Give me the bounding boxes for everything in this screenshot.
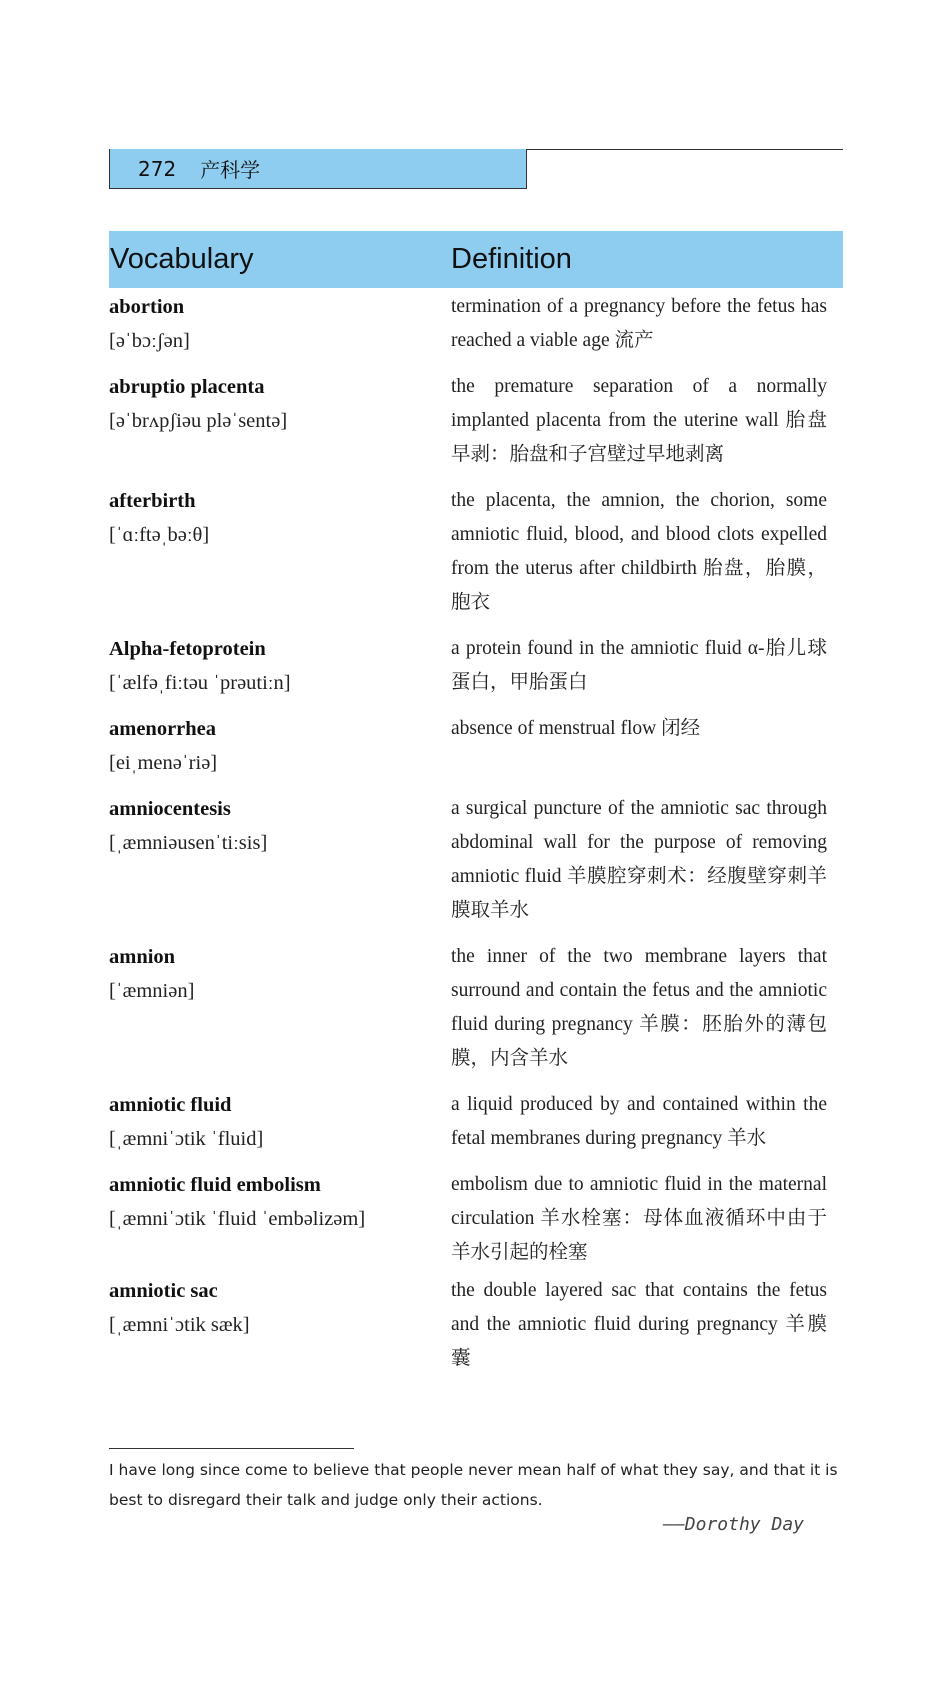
page-header [109, 149, 527, 189]
quote-author: ——Dorothy Day [663, 1514, 804, 1535]
footnote-rule [109, 1448, 354, 1449]
vocabulary-list [109, 290, 843, 1376]
chapter-title: 产科学 [200, 158, 261, 182]
definition: embolism due to amniotic fluid in the maternal circulation 羊水栓塞：母体血液循环中由于羊水引起的栓塞 [451, 1174, 827, 1263]
term: abruptio placenta [109, 376, 265, 398]
pronunciation: [ˌæmniəusenˈtiːsis] [109, 832, 268, 854]
vocabulary-table-header [109, 231, 843, 288]
term: amniotic sac [109, 1280, 218, 1302]
term: amenorrhea [109, 718, 217, 740]
vocabulary-entry [109, 290, 843, 358]
term-column [109, 632, 439, 700]
pronunciation: [əˈbrʌpʃiəu pləˈsentə] [109, 410, 288, 432]
term: afterbirth [109, 490, 196, 512]
term: amniotic fluid [109, 1094, 232, 1116]
term-column [109, 484, 439, 552]
term-column [109, 940, 439, 1008]
pronunciation: [ˌæmniˈɔtik sæk] [109, 1314, 250, 1336]
term: Alpha-fetoprotein [109, 638, 266, 660]
term-column [109, 792, 439, 860]
vocabulary-entry [109, 632, 843, 700]
term-column [109, 712, 439, 780]
vocabulary-entry [109, 712, 843, 780]
column-header-vocabulary: Vocabulary [110, 243, 254, 275]
term: amniotic fluid embolism [109, 1174, 321, 1196]
definition: the inner of the two membrane layers that surround and contain the fetus and the amniotic fluid during pregnancy 羊膜：胚胎外的薄包膜，内含羊水 [451, 946, 827, 1069]
definition: a protein found in the amniotic fluid α-胎儿球蛋白，甲胎蛋白 [451, 638, 827, 693]
definition: a surgical puncture of the amniotic sac through abdominal wall for the purpose of removing amniotic fluid 羊膜腔穿刺术：经腹壁穿刺羊膜取羊水 [451, 798, 827, 921]
footnote-quote: I have long since come to believe that people never mean half of what they say, and that it is best to disregard their talk and judge only their actions. [109, 1461, 838, 1509]
vocabulary-entry [109, 1088, 843, 1156]
column-header-definition: Definition [451, 243, 572, 275]
term: abortion [109, 296, 185, 318]
term-column [109, 1088, 439, 1156]
vocabulary-entry [109, 1274, 843, 1376]
page-number: 272 [138, 156, 177, 181]
vocabulary-entry [109, 1168, 843, 1270]
term-column [109, 370, 439, 438]
term-column [109, 1274, 439, 1342]
definition: termination of a pregnancy before the fetus has reached a viable age 流产 [451, 296, 827, 351]
vocabulary-entry [109, 370, 843, 472]
pronunciation: [ˌæmniˈɔtik ˈfluid ˈembəlizəm] [109, 1208, 366, 1230]
term-column [109, 290, 439, 358]
definition: a liquid produced by and contained within the fetal membranes during pregnancy 羊水 [451, 1094, 827, 1149]
vocabulary-entry [109, 484, 843, 620]
pronunciation: [əˈbɔːʃən] [109, 330, 190, 352]
term: amniocentesis [109, 798, 231, 820]
term-column [109, 1168, 409, 1236]
pronunciation: [eiˌmenəˈriə] [109, 752, 218, 774]
definition: the premature separation of a normally implanted placenta from the uterine wall 胎盘早剥：胎盘和子宫壁过早地剥离 [451, 376, 827, 465]
pronunciation: [ˈælfəˌfiːtəu ˈprəutiːn] [109, 672, 291, 694]
vocabulary-entry [109, 940, 843, 1076]
vocabulary-entry [109, 792, 843, 928]
term: amnion [109, 946, 176, 968]
definition: the double layered sac that contains the fetus and the amniotic fluid during pregnancy 羊膜囊 [451, 1280, 827, 1369]
definition: absence of menstrual flow 闭经 [451, 718, 701, 739]
definition: the placenta, the amnion, the chorion, some amniotic fluid, blood, and blood clots expelled from the uterus after childbirth 胎盘，胎膜，胞衣 [451, 490, 827, 613]
pronunciation: [ˈæmniən] [109, 980, 195, 1002]
pronunciation: [ˈɑːftəˌbəːθ] [109, 524, 210, 546]
pronunciation: [ˌæmniˈɔtik ˈfluid] [109, 1128, 264, 1150]
